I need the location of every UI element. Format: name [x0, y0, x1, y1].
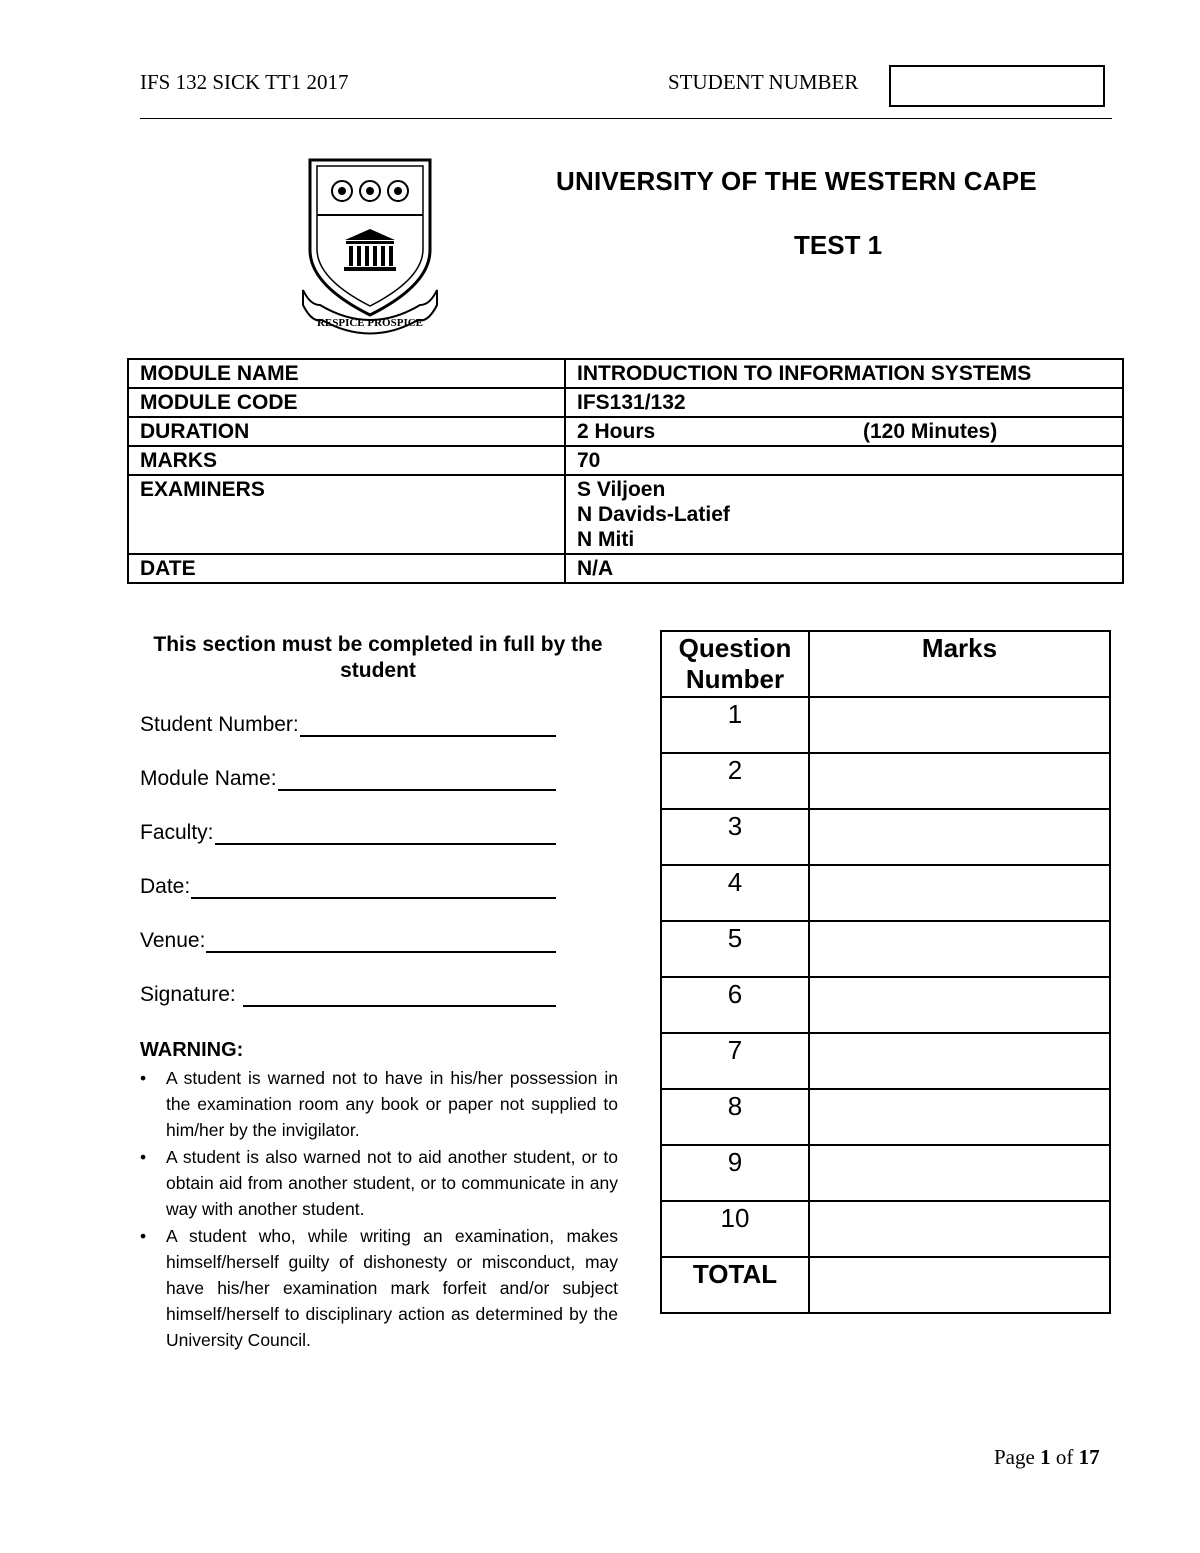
test-title: TEST 1 — [794, 230, 883, 260]
table-row — [661, 1201, 1110, 1257]
module-name-label: MODULE NAME — [128, 359, 565, 388]
university-crest-logo — [300, 155, 440, 340]
module-name-field[interactable] — [140, 767, 556, 791]
warning-item — [140, 1065, 618, 1143]
marks-cell[interactable] — [809, 1201, 1110, 1257]
table-row — [661, 1089, 1110, 1145]
marks-cell[interactable] — [809, 753, 1110, 809]
warning-text: A student is warned not to have in his/her possession in the examination room any book or paper not supplied to him/her by the invigilator. — [166, 1068, 618, 1140]
marks-cell[interactable] — [809, 977, 1110, 1033]
question-number: 2 — [661, 753, 809, 809]
examiner-name: N Miti — [577, 528, 635, 551]
module-code-row — [128, 388, 1123, 417]
module-name-row — [128, 359, 1123, 388]
question-number: 3 — [661, 809, 809, 865]
header-divider — [140, 118, 1112, 119]
marks-cell[interactable] — [809, 809, 1110, 865]
marks-cell[interactable] — [809, 697, 1110, 753]
field-label: Student Number: — [140, 713, 299, 736]
table-row — [661, 977, 1110, 1033]
examiner-name: N Davids-Latief — [577, 503, 730, 526]
marks-value: 70 — [565, 446, 1123, 475]
duration-label: DURATION — [128, 417, 565, 446]
date-label: DATE — [128, 554, 565, 583]
warning-item — [140, 1144, 618, 1222]
duration-value — [565, 417, 1123, 446]
university-name: UNIVERSITY OF THE WESTERN CAPE — [556, 166, 1037, 196]
marks-row — [128, 446, 1123, 475]
bullet-icon: • — [140, 1147, 147, 1167]
question-number-header: Question Number — [661, 631, 809, 697]
signature-field[interactable] — [140, 983, 556, 1007]
faculty-field[interactable] — [140, 821, 556, 845]
total-label: TOTAL — [661, 1257, 809, 1313]
marks-table — [660, 630, 1111, 1314]
examiners-row — [128, 475, 1123, 554]
field-label: Signature: — [140, 983, 242, 1006]
field-line[interactable] — [191, 877, 556, 899]
field-line[interactable] — [278, 769, 556, 791]
table-row — [661, 809, 1110, 865]
date-value: N/A — [565, 554, 1123, 583]
marks-cell[interactable] — [809, 865, 1110, 921]
duration-minutes: (120 Minutes) — [863, 420, 998, 443]
warning-text: A student is also warned not to aid another student, or to obtain aid from another student, or to communicate in any way with another student. — [166, 1147, 618, 1219]
bullet-icon: • — [140, 1068, 147, 1088]
page-word: Page — [994, 1445, 1035, 1469]
page-current: 1 — [1040, 1445, 1051, 1469]
marks-table-header — [661, 631, 1110, 697]
examiners-label: EXAMINERS — [128, 475, 565, 554]
bullet-icon: • — [140, 1226, 147, 1246]
question-number: 7 — [661, 1033, 809, 1089]
marks-cell[interactable] — [809, 1033, 1110, 1089]
module-name-value: INTRODUCTION TO INFORMATION SYSTEMS — [565, 359, 1123, 388]
warning-text: A student who, while writing an examination, makes himself/herself guilty of dishonesty or misconduct, may have his/her examination mark forfeit and/or subject himself/herself to disciplinary action as determined by the University Council. — [166, 1226, 618, 1350]
field-label: Date: — [140, 875, 191, 898]
date-row — [128, 554, 1123, 583]
question-number: 1 — [661, 697, 809, 753]
total-marks-cell[interactable] — [809, 1257, 1110, 1313]
module-code-value: IFS131/132 — [565, 388, 1123, 417]
marks-label: MARKS — [128, 446, 565, 475]
module-info-table — [127, 358, 1124, 584]
question-number: 8 — [661, 1089, 809, 1145]
field-label: Venue: — [140, 929, 206, 952]
duration-row — [128, 417, 1123, 446]
question-number: 5 — [661, 921, 809, 977]
marks-header: Marks — [809, 631, 1110, 697]
question-number: 4 — [661, 865, 809, 921]
table-row — [661, 1145, 1110, 1201]
date-field[interactable] — [140, 875, 556, 899]
examiners-value — [565, 475, 1123, 554]
question-number: 9 — [661, 1145, 809, 1201]
module-code-label: MODULE CODE — [128, 388, 565, 417]
total-row — [661, 1257, 1110, 1313]
student-number-label: STUDENT NUMBER — [668, 70, 859, 94]
student-number-field[interactable] — [140, 713, 556, 737]
venue-field[interactable] — [140, 929, 556, 953]
duration-hours: 2 Hours — [577, 420, 656, 443]
warning-list — [140, 1065, 618, 1354]
examiner-name: S Viljoen — [577, 478, 666, 501]
field-line[interactable] — [300, 715, 556, 737]
student-number-box[interactable] — [889, 65, 1105, 107]
field-line[interactable] — [243, 985, 556, 1007]
table-row — [661, 697, 1110, 753]
question-number: 6 — [661, 977, 809, 1033]
table-row — [661, 1033, 1110, 1089]
question-number: 10 — [661, 1201, 809, 1257]
student-section-title: This section must be completed in full by the student — [153, 633, 603, 682]
marks-cell[interactable] — [809, 1145, 1110, 1201]
page-number — [994, 1445, 1100, 1470]
field-label: Faculty: — [140, 821, 214, 844]
marks-cell[interactable] — [809, 1089, 1110, 1145]
of-word: of — [1055, 1445, 1074, 1469]
warning-title: WARNING: — [140, 1039, 244, 1061]
crest-motto: RESPICE PROSPICE — [316, 317, 424, 329]
field-line[interactable] — [206, 931, 556, 953]
marks-cell[interactable] — [809, 921, 1110, 977]
table-row — [661, 753, 1110, 809]
table-row — [661, 865, 1110, 921]
page-total: 17 — [1078, 1445, 1100, 1469]
field-label: Module Name: — [140, 767, 277, 790]
warning-item — [140, 1223, 618, 1353]
field-line[interactable] — [215, 823, 556, 845]
table-row — [661, 921, 1110, 977]
course-reference: IFS 132 SICK TT1 2017 — [140, 70, 349, 94]
